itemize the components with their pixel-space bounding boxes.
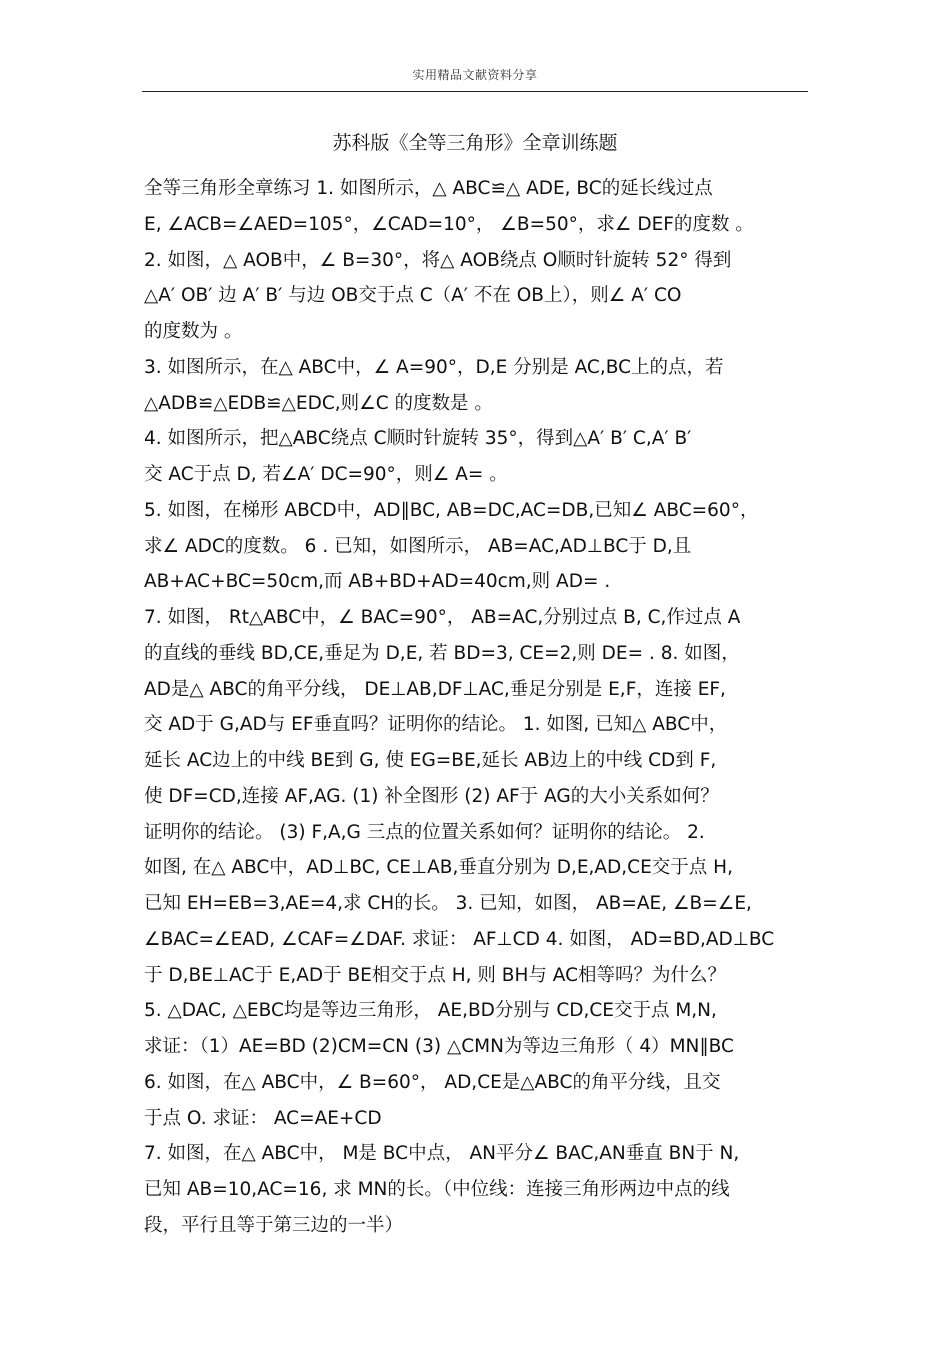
body-line: 证明你的结论。 (3) F,A,G 三点的位置关系如何？证明你的结论。 2.: [144, 821, 705, 843]
body-line: 5. 如图，在梯形 ABCD中，AD∥BC, AB=DC,AC=DB,已知∠ ABC=60°，: [144, 499, 759, 521]
body-line: 交 AD于 G,AD与 EF垂直吗？证明你的结论。 1. 如图, 已知△ ABC中，: [144, 714, 728, 736]
body-line: 4. 如图所示，把△ABC绕点 C顺时针旋转 35°，得到△A′ B′ C,A′ B′: [144, 428, 692, 450]
body-line: 的直线的垂线 BD,CE,垂足为 D,E, 若 BD=3, CE=2,则 DE= . 8. 如图，: [144, 642, 740, 664]
body-line: AD是△ ABC的角平分线， DE⊥AB,DF⊥AC,垂足分别是 E,F，连接 EF,: [144, 678, 726, 700]
body-line: 5. △DAC, △EBC均是等边三角形， AE,BD分别与 CD,CE交于点 M,N,: [144, 1000, 717, 1022]
body-line: 6. 如图，在△ ABC中，∠ B=60°， AD,CE是△ABC的角平分线，且交: [144, 1071, 721, 1093]
header-rule: [142, 91, 808, 92]
document-title: 苏科版《全等三角形》全章训练题: [332, 132, 618, 154]
body-line: △ADB≌△EDB≌△EDC,则∠C 的度数是 。: [144, 392, 493, 414]
body-line: 全等三角形全章练习 1. 如图所示，△ ABC≌△ ADE, BC的延长线过点: [144, 178, 713, 199]
body-line: 3. 如图所示，在△ ABC中，∠ A=90°，D,E 分别是 AC,BC上的点，若: [144, 356, 724, 378]
body-line: △A′ OB′ 边 A′ B′ 与边 OB交于点 C（A′ 不在 OB上），则∠ A′ CO: [144, 285, 682, 307]
body-line: 求证：（1）AE=BD (2)CM=CN (3) △CMN为等边三角形（ 4）MN∥BC: [144, 1036, 734, 1057]
body-line: 求∠ ADC的度数。 6 . 已知，如图所示， AB=AC,AD⊥BC于 D,且: [144, 535, 692, 557]
body-line: 使 DF=CD,连接 AF,AG. (1) 补全图形 (2) AF于 AG的大小关系如何？: [144, 785, 719, 807]
body-line: 于点 O. 求证： AC=AE+CD: [144, 1107, 382, 1129]
body-line: 的度数为 。: [144, 321, 243, 342]
body-line: 2. 如图，△ AOB中，∠ B=30°，将△ AOB绕点 O顺时针旋转 52° 得到: [144, 249, 732, 271]
body-line: 延长 AC边上的中线 BE到 G, 使 EG=BE,延长 AB边上的中线 CD到 F,: [144, 750, 717, 771]
body-line: 段，平行且等于第三边的一半）: [144, 1214, 404, 1236]
body-line: 交 AC于点 D, 若∠A′ DC=90°，则∠ A= 。: [144, 464, 508, 485]
body-line: 7. 如图，在△ ABC中， M是 BC中点， AN平分∠ BAC,AN垂直 BN于 N,: [144, 1143, 740, 1165]
body-line: 如图, 在△ ABC中，AD⊥BC, CE⊥AB,垂直分别为 D,E,AD,CE交于点 H,: [144, 857, 733, 879]
document-body: [144, 171, 810, 1244]
body-line: 已知 EH=EB=3,AE=4,求 CH的长。 3. 已知，如图， AB=AE, ∠B=∠E,: [144, 893, 752, 914]
body-line: AB+AC+BC=50cm,而 AB+BD+AD=40cm,则 AD= .: [144, 571, 611, 593]
body-line: 7. 如图， Rt△ABC中，∠ BAC=90°， AB=AC,分别过点 B, C,作过点 A: [144, 607, 741, 628]
body-line: 于 D,BE⊥AC于 E,AD于 BE相交于点 H, 则 BH与 AC相等吗？为什么？: [144, 964, 727, 986]
page-header: 实用精品文献资料分享: [412, 68, 538, 82]
body-line: ∠BAC=∠EAD, ∠CAF=∠DAF. 求证： AF⊥CD 4. 如图， AD=BD,AD⊥BC: [144, 928, 775, 950]
body-line: E, ∠ACB=∠AED=105°，∠CAD=10°， ∠B=50°，求∠ DEF的度数 。: [144, 213, 754, 235]
body-line: 已知 AB=10,AC=16, 求 MN的长。（中位线：连接三角形两边中点的线: [144, 1179, 730, 1200]
